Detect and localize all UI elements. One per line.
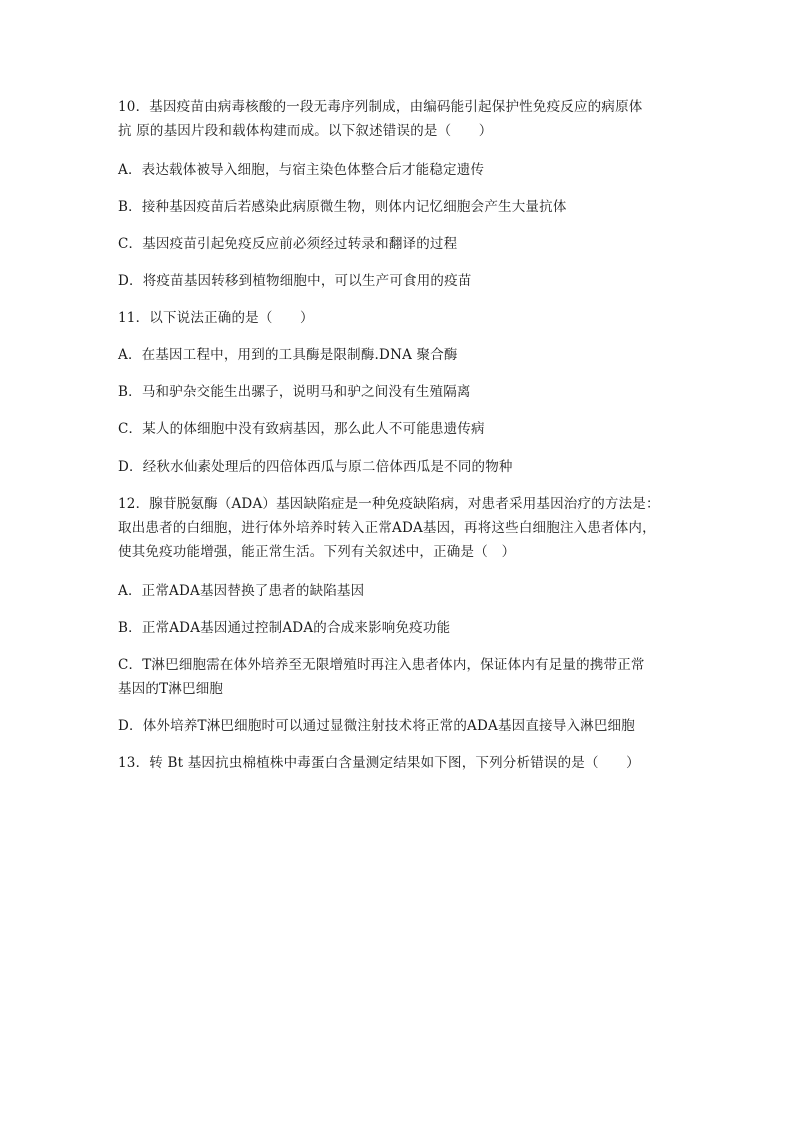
question-12-stem-line-1: 12．腺苷脱氨酶（ADA）基因缺陷症是一种免疫缺陷病，对患者采用基因治疗的方法是：	[118, 496, 660, 512]
question-12-stem-line-3: 使其免疫功能增强，能正常生活。下列有关叙述中，正确是（ ）	[118, 544, 516, 560]
question-10-stem-line-2: 抗 原的基因片段和载体构建而成。以下叙述错误的是（ ）	[118, 123, 493, 139]
question-13-stem: 13．转 Bt 基因抗虫棉植株中毒蛋白含量测定结果如下图，下列分析错误的是（ ）	[118, 755, 640, 771]
question-12-option-a: A．正常ADA基因替换了患者的缺陷基因	[118, 583, 365, 599]
question-11-option-b: B．马和驴杂交能生出骡子，说明马和驴之间没有生殖隔离	[118, 384, 471, 400]
question-12-option-c-line-2: 基因的T淋巴细胞	[118, 681, 224, 697]
question-12-option-d: D．体外培养T淋巴细胞时可以通过显微注射技术将正常的ADA基因直接导入淋巴细胞	[118, 718, 635, 734]
question-11-stem: 11．以下说法正确的是（ ）	[118, 310, 314, 326]
question-12-option-c-line-1: C．T淋巴细胞需在体外培养至无限增殖时再注入患者体内，保证体内有足量的携带正常	[118, 657, 645, 673]
question-12-option-b: B．正常ADA基因通过控制ADA的合成来影响免疫功能	[118, 620, 451, 636]
question-10-option-a: A．表达载体被导入细胞，与宿主染色体整合后才能稳定遗传	[118, 162, 485, 178]
question-10-option-b: B．接种基因疫苗后若感染此病原微生物，则体内记忆细胞会产生大量抗体	[118, 199, 567, 215]
question-11-option-d: D．经秋水仙素处理后的四倍体西瓜与原二倍体西瓜是不同的物种	[118, 459, 513, 475]
question-12-stem-line-2: 取出患者的白细胞，进行体外培养时转入正常ADA基因，再将这些白细胞注入患者体内，	[118, 520, 656, 536]
question-10-stem-line-1: 10．基因疫苗由病毒核酸的一段无毒序列制成，由编码能引起保护性免疫反应的病原体	[118, 99, 643, 115]
question-10-option-d: D．将疫苗基因转移到植物细胞中，可以生产可食用的疫苗	[118, 273, 472, 289]
question-11-option-c: C．某人的体细胞中没有致病基因，那么此人不可能患遗传病	[118, 421, 485, 437]
question-10-option-c: C．基因疫苗引起免疫反应前必须经过转录和翻译的过程	[118, 236, 458, 252]
question-11-option-a: A．在基因工程中，用到的工具酶是限制酶.DNA 聚合酶	[118, 347, 458, 363]
